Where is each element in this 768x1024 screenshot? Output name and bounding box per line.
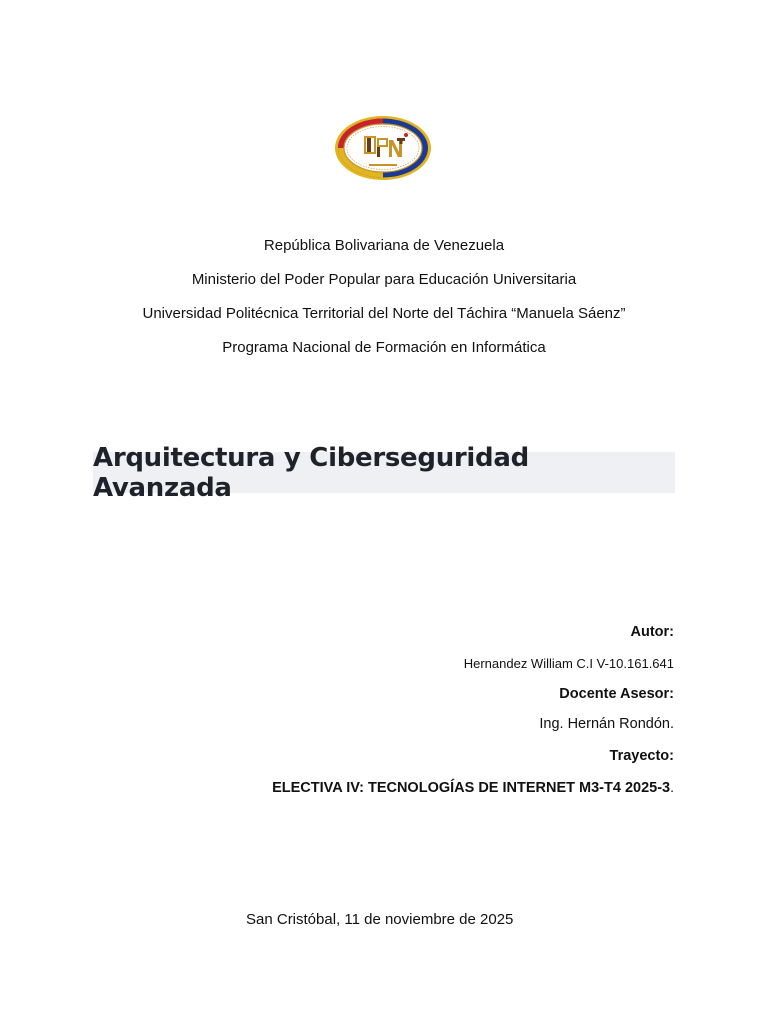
document-title: Arquitectura y Ciberseguridad Avanzada [93,442,529,503]
header-line-university: Universidad Politécnica Territorial del Norte del Táchira “Manuela Sáenz” [142,305,626,322]
docente-label: Docente Asesor: [559,686,674,702]
university-logo-icon [333,114,433,182]
autor-label: Autor: [630,624,674,640]
trayecto-suffix: . [670,779,674,795]
title-band [93,442,675,503]
header-line-republic: República Bolivariana de Venezuela [263,237,505,254]
docente-value: Ing. Hernán Rondón. [539,716,674,732]
trayecto-label: Trayecto: [609,748,674,764]
header-line-ministry: Ministerio del Poder Popular para Educación Universitaria [191,271,577,288]
trayecto-value: ELECTIVA IV: TECNOLOGÍAS DE INTERNET M3-T4 2025-3 [272,780,671,796]
trayecto-value-line [272,778,674,797]
autor-value: Hernandez William C.I V-10.161.641 [463,656,674,671]
header-line-program: Programa Nacional de Formación en Informática [222,339,546,356]
place-date: San Cristóbal, 11 de noviembre de 2025 [246,911,514,928]
